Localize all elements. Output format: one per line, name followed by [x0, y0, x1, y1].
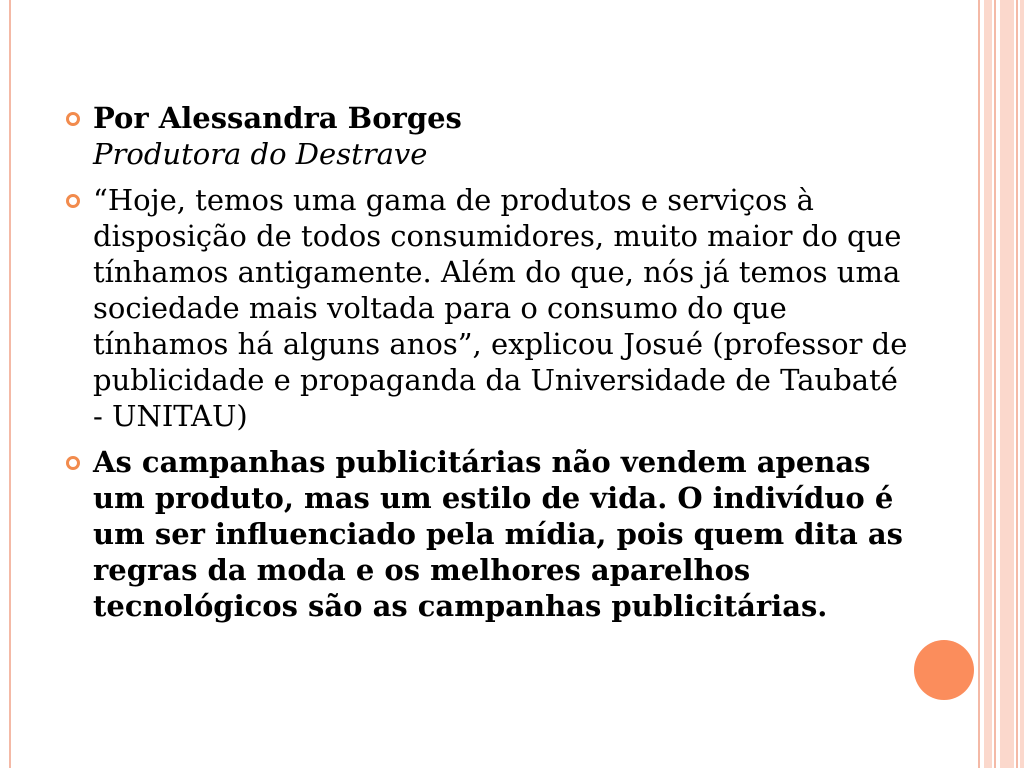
right-stripe-decoration: [1020, 0, 1024, 768]
right-stripe-decoration: [978, 0, 980, 768]
author-role: Produtora do Destrave: [93, 137, 428, 171]
right-stripe-decoration: [984, 0, 992, 768]
conclusion-text: As campanhas publicitárias não vendem apenas um produto, mas um estilo de vida. O indivíduo é um ser influenciado pela mídia, pois quem dita as regras da moda e os melhores aparelhos tecnológicos são as campanhas publicitárias.: [93, 445, 903, 623]
bullet-item-conclusion: [60, 444, 910, 624]
bullet-item-author: [60, 100, 910, 172]
ring-bullet-icon: [66, 194, 80, 208]
right-stripe-decoration: [994, 0, 996, 768]
left-border-decoration: [0, 0, 11, 768]
quote-text: “Hoje, temos uma gama de produtos e serviços à disposição de todos consumidores, muito maior do que tínhamos antigamente. Além do que, nós já temos uma sociedade mais voltada para o consumo do que tínhamos há alguns anos”, explicou Josué (professor de publicidade e propaganda da Universidade de Taubaté - UNITAU): [93, 183, 908, 433]
right-stripe-decoration: [1016, 0, 1018, 768]
ring-bullet-icon: [66, 112, 80, 126]
ring-bullet-icon: [66, 456, 80, 470]
orange-circle-decoration: [914, 640, 974, 700]
author-name: Por Alessandra Borges: [93, 101, 462, 135]
bullet-item-quote: [60, 182, 910, 434]
right-stripe-decoration: [1000, 0, 1014, 768]
slide-body: [60, 100, 910, 634]
